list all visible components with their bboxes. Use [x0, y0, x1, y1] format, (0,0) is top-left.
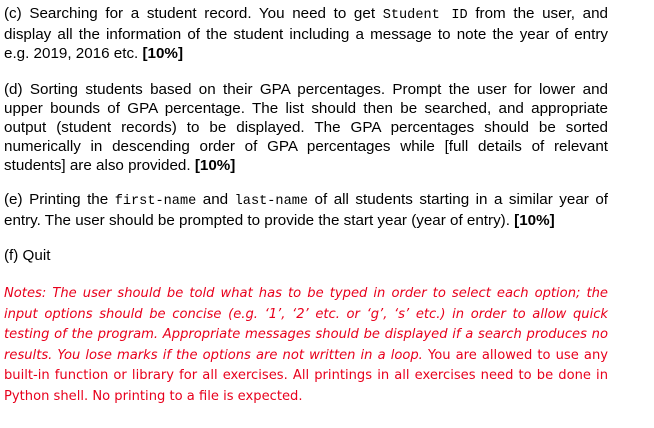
section-e-mid: and: [196, 191, 235, 208]
section-f-text: (f) Quit: [4, 247, 51, 264]
notes-paragraph: [4, 284, 608, 407]
section-d-marks: [10%]: [194, 157, 236, 174]
first-name-code: first-name: [114, 194, 197, 209]
section-c-tail: from the user, and display all the information of the student including a message to note the year of entry e.g. 2019, 2016 etc.: [4, 5, 609, 62]
section-c-paragraph: [4, 4, 608, 63]
section-f-paragraph: [4, 246, 608, 265]
section-e-paragraph: [4, 190, 608, 230]
section-c-lead: (c) Searching for a student record. You need to get: [4, 5, 383, 22]
section-c-marks: [10%]: [142, 45, 183, 62]
section-d-text: (d) Sorting students based on their GPA percentages. Prompt the user for lower and upper bounds of GPA percentage. The list should then be searched, and appropriate output (student records) to be displayed. The GPA percentages should be sorted numerically in descending order of GPA percentages while [full details of relevant students] are also provided.: [4, 81, 608, 174]
last-name-code: last-name: [234, 194, 309, 209]
section-e-tail: of all students starting in a similar year of entry. The user should be prompted to provide the start year (year of entry).: [4, 191, 609, 229]
student-id-code: Student ID: [382, 8, 468, 23]
section-e-marks: [10%]: [514, 212, 555, 229]
section-e-lead: (e) Printing the: [4, 191, 115, 208]
section-d-paragraph: [4, 80, 608, 175]
notes-italic-text: Notes: The user should be told what has to be typed in order to select each option; the input options should be concise (e.g. ‘1’, ‘2’ etc. or ‘g’, ‘s’ etc.) in order to allow quick testing of the program. Appropriate messages should be displayed if a search produces no results. You lose marks if the options are not written in a loop.: [4, 286, 608, 363]
notes-regular-text: You are allowed to use any built-in function or library for all exercises. All printings in all exercises need to be done in Python shell. No printing to a file is expected.: [4, 347, 608, 404]
